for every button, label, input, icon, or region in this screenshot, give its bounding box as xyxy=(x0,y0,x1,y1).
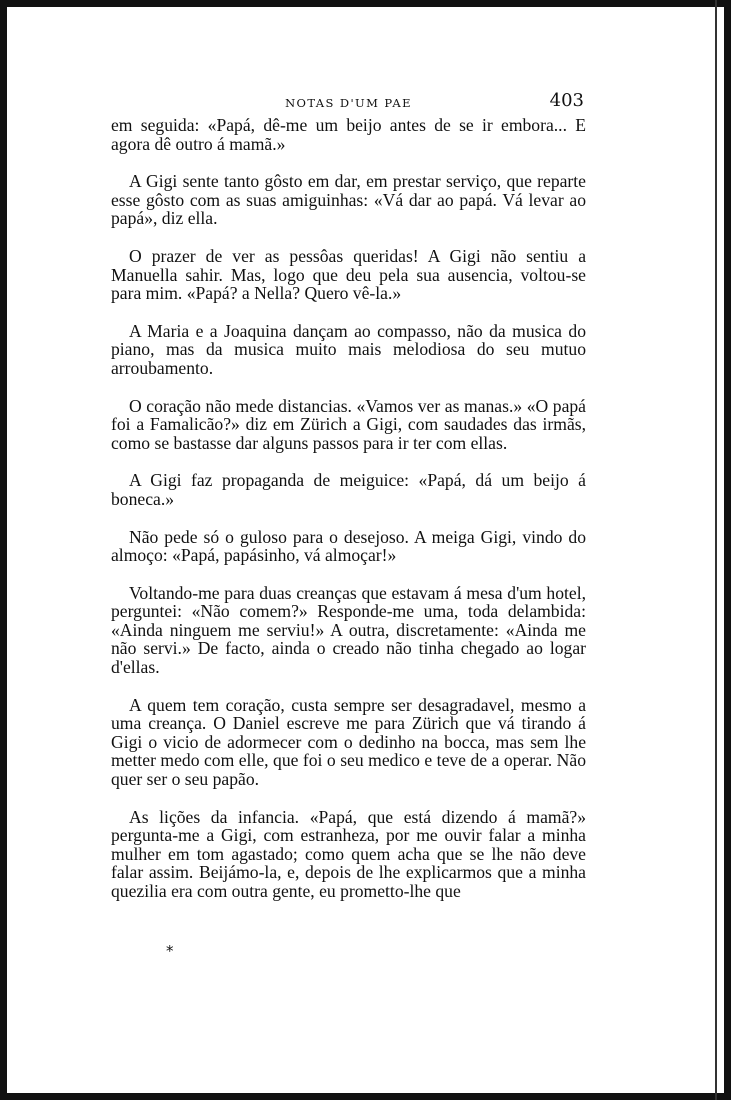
running-head xyxy=(111,88,586,116)
page-number: 403 xyxy=(549,90,584,111)
paragraph: Não pede só o guloso para o desejoso. A meiga Gigi, vindo do almoço: «Papá, papásinho, vá almoçar!» xyxy=(111,526,586,566)
body-text xyxy=(111,116,586,901)
paragraph: A Maria e a Joaquina dançam ao compasso, não da musica do piano, mas da musica muito mais melodiosa do seu mutuo arroubamento. xyxy=(111,320,586,378)
paragraph: O prazer de ver as pessôas queridas! A Gigi não sentiu a Manuella sahir. Mas, logo que deu pela sua ausencia, voltou-se para mim. «Papá? a Nella? Quero vê-la.» xyxy=(111,245,586,304)
paragraph: A Gigi faz propaganda de meiguice: «Papá, dá um beijo á boneca.» xyxy=(111,470,586,509)
paragraph: O coração não mede distancias. «Vamos ver as manas.» «O papá foi a Famalicão?» diz em Zürich a Gigi, com saudades das irmãs, como se bastasse dar alguns passos para ir ter com ellas. xyxy=(111,395,586,453)
running-title: NOTAS D'UM PAE xyxy=(285,96,412,110)
paragraph: A Gigi sente tanto gôsto em dar, em prestar serviço, que reparte esse gôsto com as suas amiguinhas: «Vá dar ao papá. Vá levar ao papá», diz ella. xyxy=(111,171,586,229)
paragraph: em seguida: «Papá, dê-me um beijo antes de se ir embora... E agora dê outro á mamã.» xyxy=(111,115,586,154)
scan-border-left xyxy=(0,0,7,1100)
paragraph: As lições da infancia. «Papá, que está dizendo á mamã?» pergunta-me a Gigi, com estranheza, por me ouvir falar a minha mulher em tom agastado; como quem acha que se lhe não deve falar assim. Beijámo-la, e, depois de lhe explicarmos que a minha quezilia era com outra gente, eu prometto-lhe que xyxy=(111,806,586,901)
scan-border-top xyxy=(0,0,731,7)
paragraph: A quem tem coração, custa sempre ser desagradavel, mesmo a uma creança. O Daniel escreve me para Zürich que vá tirando á Gigi o vicio de adormecer com o dedinho na bocca, mas sem lhe metter medo com elle, que foi o seu medico e teve de a operar. Não quer ser o seu papão. xyxy=(111,694,586,790)
scan-inner-rule xyxy=(715,0,717,1100)
scan-border-right xyxy=(724,0,731,1100)
signature-mark: * xyxy=(166,942,174,960)
book-page xyxy=(111,88,586,960)
paragraph: Voltando-me para duas creanças que estavam á mesa d'um hotel, perguntei: «Não comem?» Responde-me uma, toda delambida: «Ainda ninguem me serviu!» A outra, discretamente: «Ainda me não servi.» De facto, ainda o creado não tinha chegado ao logar d'ellas. xyxy=(111,582,586,678)
scan-border-bottom xyxy=(0,1093,731,1100)
